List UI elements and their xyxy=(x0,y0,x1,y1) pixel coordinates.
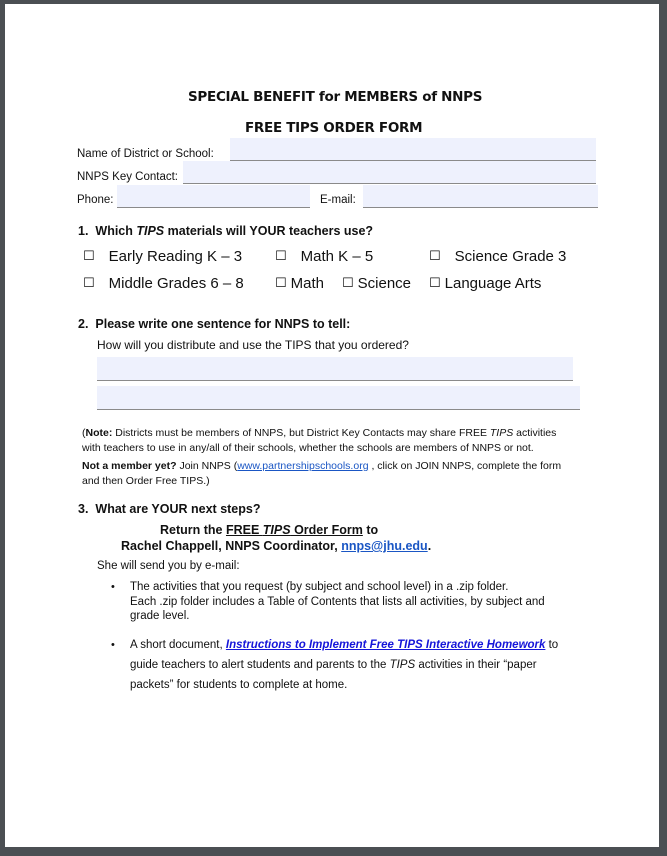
email-field[interactable] xyxy=(363,185,598,208)
checkbox-icon[interactable]: ☐ xyxy=(275,249,287,264)
note-line-2: with teachers to use in any/all of their schools, whether the schools are members of NNPS or not. xyxy=(82,442,534,454)
question-2 xyxy=(78,317,350,331)
sentence-field-1[interactable] xyxy=(97,357,573,381)
membership-paragraph xyxy=(82,459,561,489)
question-2-number: 2. xyxy=(78,317,89,331)
phone-label: Phone: xyxy=(77,194,114,206)
checkbox-icon[interactable]: ☐ xyxy=(83,276,95,291)
question-1 xyxy=(78,224,373,238)
return-form-c: Order Form xyxy=(290,523,363,537)
note-text-1: Districts must be members of NNPS, but District Key Contacts may share FREE xyxy=(112,427,490,439)
sentence-field-2[interactable] xyxy=(97,386,580,410)
option-language-arts[interactable] xyxy=(429,275,541,292)
note-text-2: activities xyxy=(513,427,557,439)
option-label: Math K – 5 xyxy=(300,248,374,265)
form-title: FREE TIPS ORDER FORM xyxy=(245,120,423,136)
checkbox-icon[interactable]: ☐ xyxy=(429,249,441,264)
checkbox-icon[interactable]: ☐ xyxy=(429,276,441,291)
question-3-text: What are YOUR next steps? xyxy=(95,502,261,516)
option-label: Middle Grades 6 – 8 xyxy=(108,275,244,292)
option-math[interactable] xyxy=(275,275,324,292)
question-1-number: 1. xyxy=(78,224,89,238)
question-3-number: 3. xyxy=(78,502,89,516)
key-contact-input[interactable] xyxy=(183,161,596,183)
option-middle-grades[interactable] xyxy=(83,275,244,292)
district-field[interactable] xyxy=(230,138,596,161)
key-contact-label: NNPS Key Contact: xyxy=(77,171,178,183)
note-paragraph xyxy=(82,426,556,456)
membership-text-2: , click on JOIN NNPS, complete the form xyxy=(368,460,562,472)
bullet-2-suffix: to xyxy=(545,639,559,651)
option-label: Early Reading K – 3 xyxy=(108,248,243,265)
question-1-emph: TIPS xyxy=(136,224,165,238)
email-label: E-mail: xyxy=(320,194,356,206)
return-form-b: TIPS xyxy=(262,523,291,537)
option-science-grade-3[interactable] xyxy=(429,248,566,265)
option-label: Science Grade 3 xyxy=(454,248,567,265)
question-1-prefix: Which xyxy=(95,224,137,238)
membership-text-1: Join NNPS ( xyxy=(176,460,238,472)
question-2-text: Please write one sentence for NNPS to tell: xyxy=(95,317,351,331)
option-math-k5[interactable] xyxy=(275,248,373,265)
sentence-input-1[interactable] xyxy=(97,357,573,380)
send-intro: She will send you by e-mail: xyxy=(97,560,240,572)
bullet-1-line-3: grade level. xyxy=(130,610,190,622)
district-input[interactable] xyxy=(230,138,596,160)
bullet-2-line-2b: activities in their “paper xyxy=(415,659,537,671)
phone-field[interactable] xyxy=(117,185,310,208)
instructions-document-link[interactable]: Instructions to Implement Free TIPS Interactive Homework xyxy=(225,639,546,651)
membership-line-2: and then Order Free TIPS.) xyxy=(82,475,210,487)
email-input[interactable] xyxy=(363,185,598,207)
key-contact-field[interactable] xyxy=(183,161,596,184)
note-open: ( xyxy=(82,427,86,439)
return-instruction xyxy=(160,523,378,537)
question-2-prompt: How will you distribute and use the TIPS that you ordered? xyxy=(97,338,409,352)
option-label: Math xyxy=(290,275,325,292)
coordinator-line xyxy=(121,539,431,553)
sentence-input-2[interactable] xyxy=(97,386,580,409)
bullet-item-1 xyxy=(111,580,600,624)
return-form-a: FREE xyxy=(225,523,263,537)
bullet-icon: • xyxy=(111,639,115,651)
question-1-suffix: materials will YOUR teachers use? xyxy=(164,224,374,238)
coordinator-name: Rachel Chappell, NNPS Coordinator, xyxy=(121,539,342,553)
checkbox-icon[interactable]: ☐ xyxy=(83,249,95,264)
return-suffix: to xyxy=(362,523,379,537)
question-3 xyxy=(78,502,260,516)
membership-bold: Not a member yet? xyxy=(82,460,177,472)
option-science[interactable] xyxy=(342,275,411,292)
note-emph: TIPS xyxy=(489,427,514,439)
bullet-2-line-3: packets” for students to complete at home. xyxy=(130,679,348,691)
note-bold: Note: xyxy=(85,427,113,439)
return-form-name xyxy=(226,523,363,537)
district-label: Name of District or School: xyxy=(77,148,214,160)
document-page xyxy=(5,4,659,847)
bullet-1-line-2: Each .zip folder includes a Table of Contents that lists all activities, by subject and xyxy=(130,595,545,608)
checkbox-icon[interactable]: ☐ xyxy=(275,276,287,291)
bullet-icon: • xyxy=(111,581,115,593)
partnership-schools-link[interactable]: www.partnershipschools.org xyxy=(237,460,369,472)
option-label: Language Arts xyxy=(444,275,542,292)
bullet-1-line-1: The activities that you request (by subject and school level) in a .zip folder. xyxy=(130,581,509,593)
bullet-item-2 xyxy=(111,635,600,695)
page-title: SPECIAL BENEFIT for MEMBERS of NNPS xyxy=(188,89,483,105)
option-early-reading[interactable] xyxy=(83,248,242,265)
coordinator-email-link[interactable]: nnps@jhu.edu xyxy=(341,539,428,553)
checkbox-icon[interactable]: ☐ xyxy=(342,276,354,291)
return-prefix: Return the xyxy=(160,523,226,537)
bullet-2-line-2a: guide teachers to alert students and parents to the xyxy=(130,659,390,671)
bullet-2-line-2-emph: TIPS xyxy=(389,659,416,671)
phone-input[interactable] xyxy=(117,185,310,207)
bullet-2-prefix: A short document, xyxy=(130,639,226,651)
coordinator-end: . xyxy=(427,539,432,553)
option-label: Science xyxy=(357,275,412,292)
